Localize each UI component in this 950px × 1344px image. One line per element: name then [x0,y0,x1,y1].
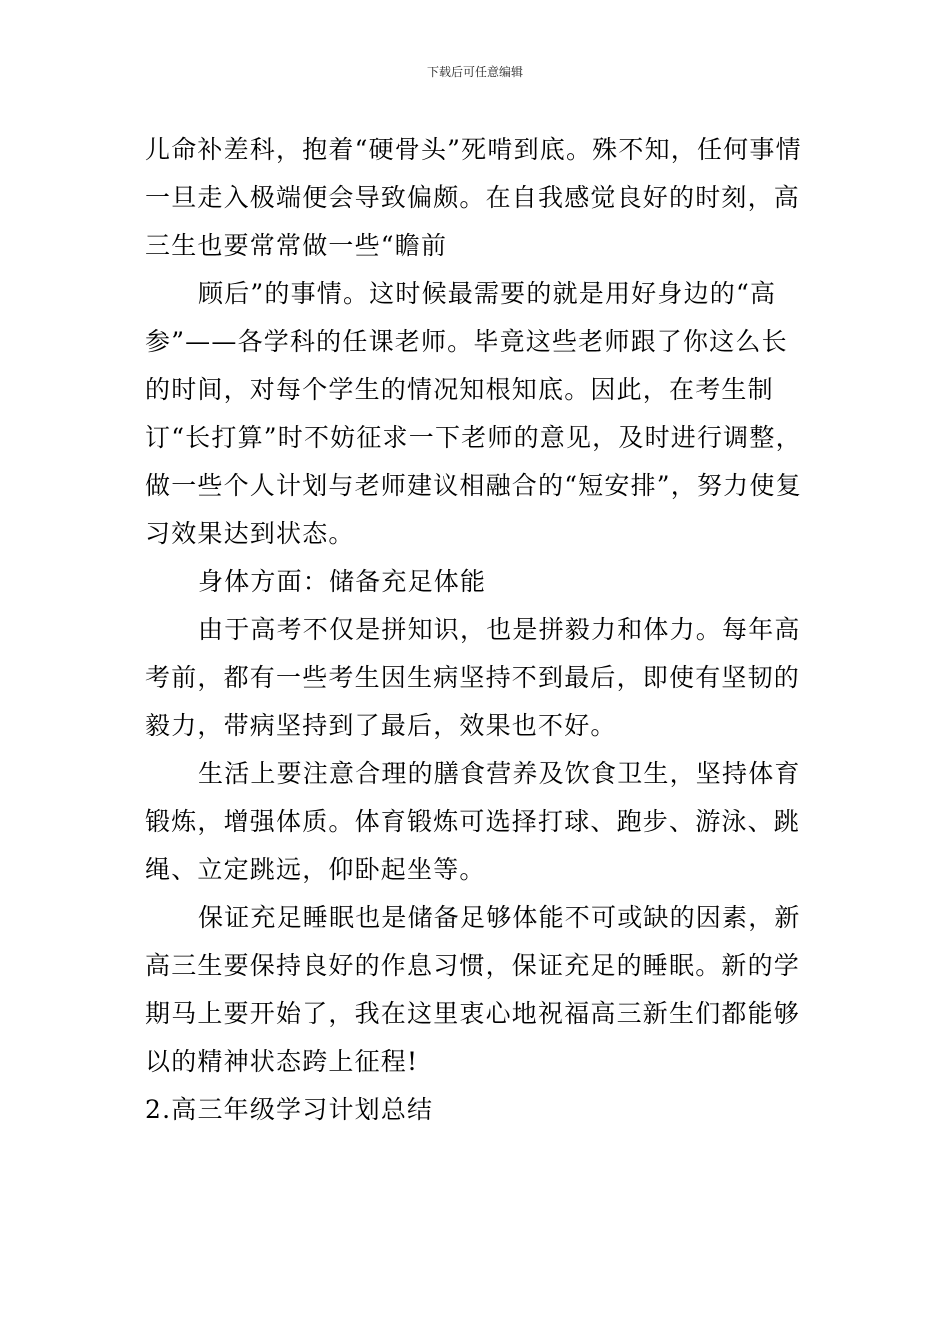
paragraph-sleep: 保证充足睡眠也是储备足够体能不可或缺的因素，新高三生要保持良好的作息习惯，保证充足的睡眠。新的学期马上要开始了，我在这里衷心地祝福高三新生们都能够以的精神状态跨上征程! [145,903,801,1076]
paragraph-endurance: 由于高考不仅是拼知识，也是拼毅力和体力。每年高考前，都有一些考生因生病坚持不到最后，即使有坚韧的毅力，带病坚持到了最后，效果也不好。 [145,615,801,740]
paragraph-continuation: 儿命补差科，抱着“硬骨头”死啃到底。殊不知，任何事情一旦走入极端便会导致偏颇。在自我感觉良好的时刻，高三生也要常常做一些“瞻前 [145,135,802,260]
paragraph-advisors: 顾后”的事情。这时候最需要的就是用好身边的“高参”——各学科的任课老师。毕竟这些老师跟了你这么长的时间，对每个学生的情况知根知底。因此，在考生制订“长打算”时不妨征求一下老师的意见，及时进行调整，做一些个人计划与老师建议相融合的“短安排”，努力使复习效果达到状态。 [145,279,802,548]
paragraph-exercise: 生活上要注意合理的膳食营养及饮食卫生，坚持体育锻炼，增强体质。体育锻炼可选择打球、跑步、游泳、跳绳、立定跳远，仰卧起坐等。 [145,759,801,884]
page-header: 下载后可任意编辑 [426,65,523,79]
document-body [145,126,810,1134]
section-heading-plan-summary: 2.高三年级学习计划总结 [145,1095,434,1124]
section-heading-physical: 身体方面：储备充足体能 [198,567,487,596]
